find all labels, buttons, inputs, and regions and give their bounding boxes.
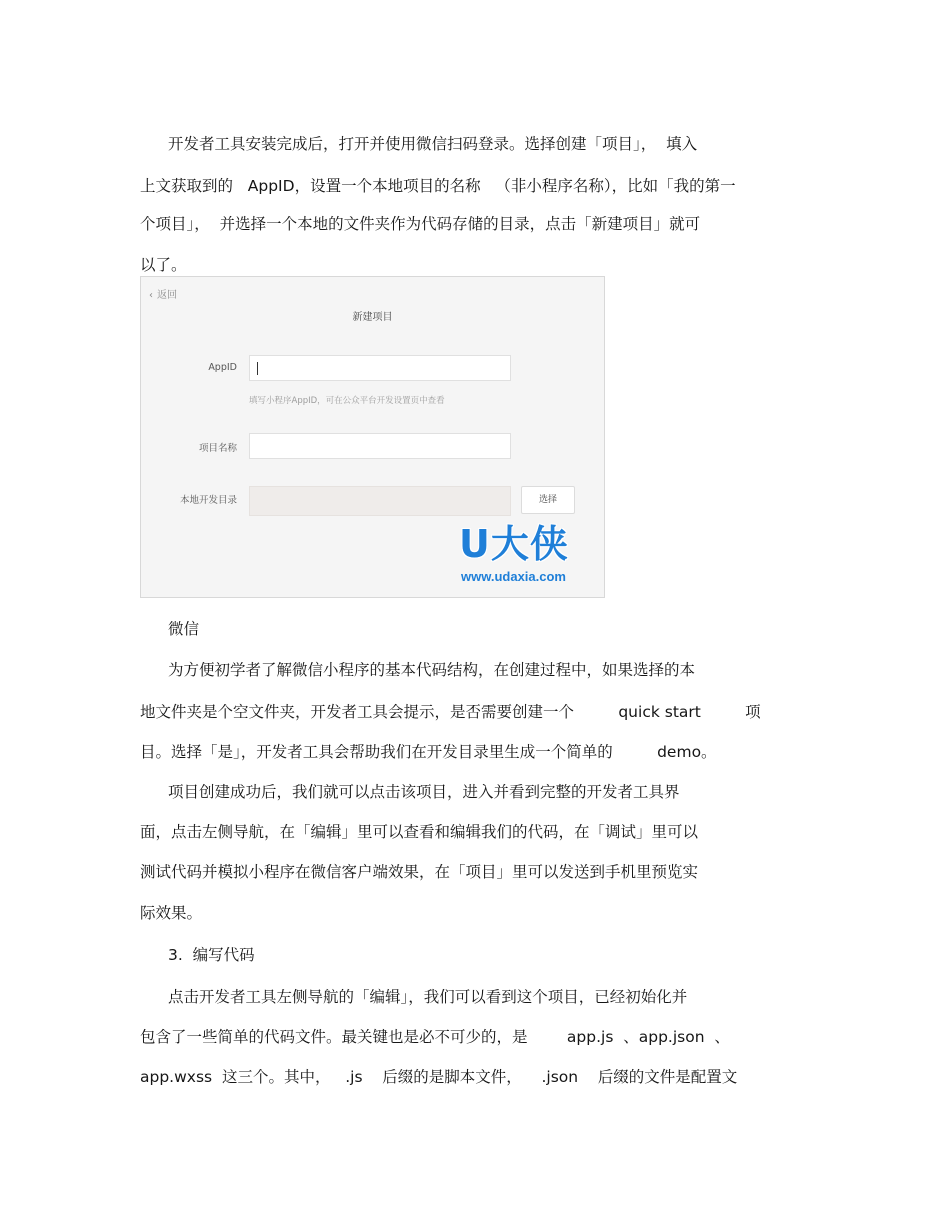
local-dir-label: 本地开发目录: [179, 495, 237, 506]
back-label: 返回: [157, 290, 177, 301]
paragraph-1-line-2: 上文获取到的 AppID，设置一个本地项目的名称 （非小程序名称），比如「我的第一: [140, 177, 736, 195]
paragraph-1-line-3: 个项目」， 并选择一个本地的文件夹作为代码存储的目录，点击「新建项目」就可: [140, 215, 701, 233]
paragraph-1-line-1: 开发者工具安装完成后，打开并使用微信扫码登录。选择创建「项目」， 填入: [168, 135, 698, 153]
paragraph-3-line-2: 面，点击左侧导航，在「编辑」里可以查看和编辑我们的代码，在「调试」里可以: [140, 823, 699, 841]
back-link[interactable]: [149, 286, 177, 301]
text-caret: [257, 362, 258, 375]
paragraph-4-line-2: 包含了一些简单的代码文件。最关键也是必不可少的，是 app.js 、app.json 、: [140, 1028, 730, 1046]
appid-hint: 填写小程序AppID，可在公众平台开发设置页中查看: [249, 396, 445, 406]
chevron-left-icon: ‹: [149, 290, 153, 301]
paragraph-3-line-1: 项目创建成功后，我们就可以点击该项目，进入并看到完整的开发者工具界: [168, 783, 680, 801]
new-project-screenshot: [140, 276, 605, 598]
watermark-url: www.udaxia.com: [461, 569, 566, 584]
paragraph-2-line-3: 目。选择「是」，开发者工具会帮助我们在开发目录里生成一个简单的 demo。: [140, 743, 717, 761]
paragraph-3-line-4: 际效果。: [140, 904, 203, 922]
watermark-logo: U大侠: [459, 522, 569, 566]
section-heading: 3. 编写代码: [168, 946, 255, 964]
paragraph-4-line-3: app.wxss 这三个。其中， .js 后缀的是脚本文件， .json 后缀的文件是配置文: [140, 1068, 738, 1086]
appid-input[interactable]: [249, 355, 511, 381]
image-caption: 微信: [168, 620, 200, 638]
appid-label: AppID: [208, 362, 237, 373]
paragraph-2-line-1: 为方便初学者了解微信小程序的基本代码结构，在创建过程中，如果选择的本: [168, 661, 696, 679]
dialog-title: 新建项目: [352, 312, 393, 323]
project-name-input[interactable]: [249, 433, 511, 459]
paragraph-2-line-2: 地文件夹是个空文件夹，开发者工具会提示，是否需要创建一个 quick start 项: [140, 703, 761, 721]
paragraph-4-line-1: 点击开发者工具左侧导航的「编辑」，我们可以看到这个项目，已经初始化并: [168, 988, 688, 1006]
paragraph-3-line-3: 测试代码并模拟小程序在微信客户端效果，在「项目」里可以发送到手机里预览实: [140, 863, 699, 881]
local-dir-field: [249, 486, 511, 516]
choose-button[interactable]: 选择: [521, 486, 575, 514]
paragraph-1-line-4: 以了。: [140, 256, 187, 274]
project-name-label: 项目名称: [198, 443, 237, 454]
